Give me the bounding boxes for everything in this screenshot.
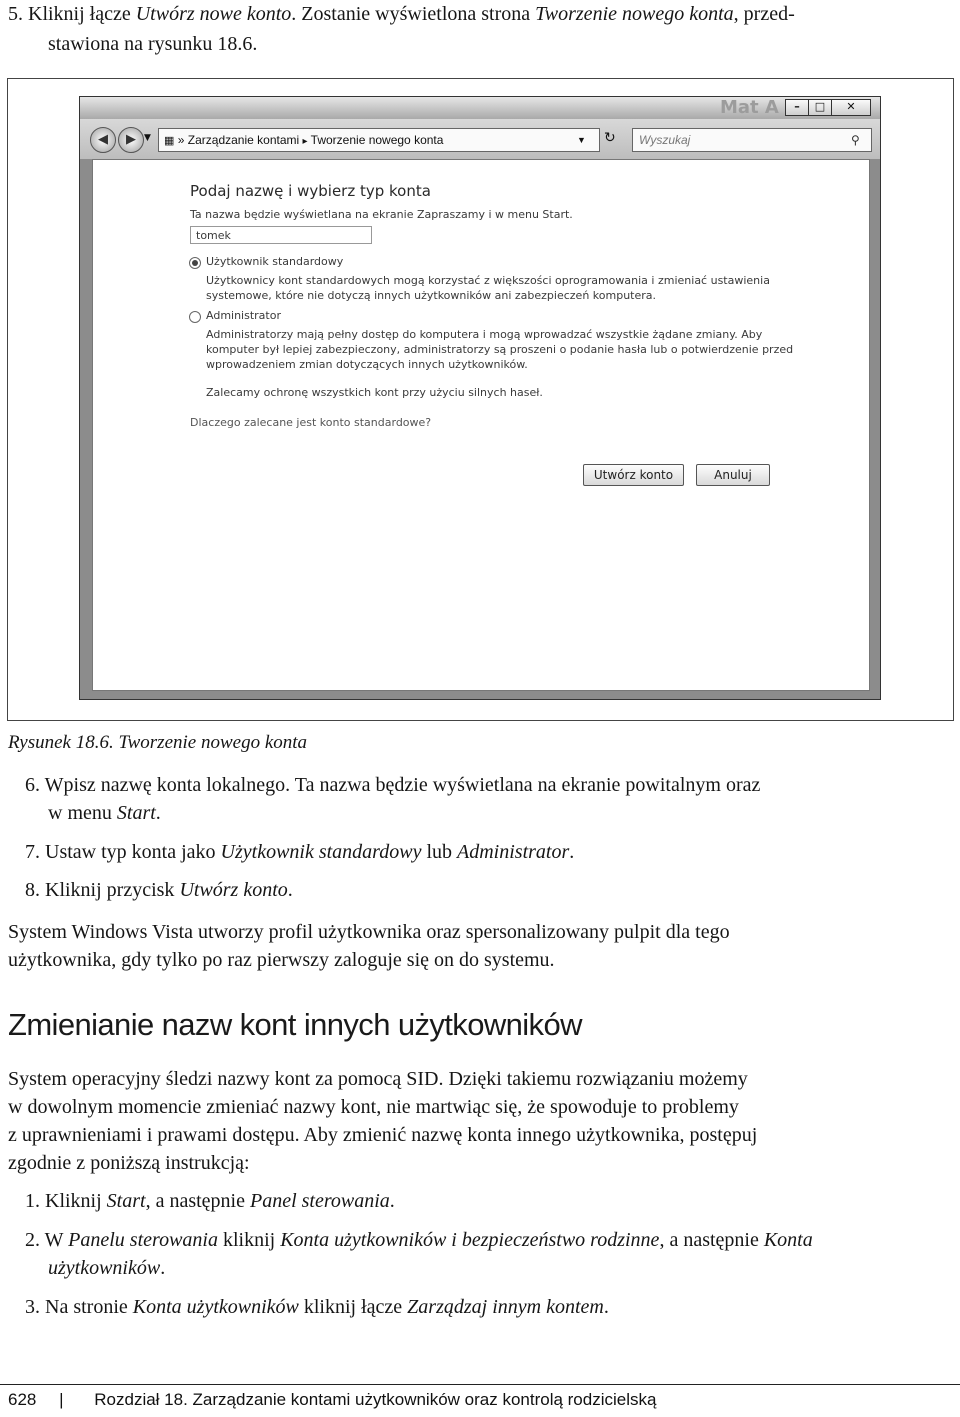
minimize-button[interactable]: –: [785, 99, 809, 116]
why-standard-link[interactable]: Dlaczego zalecane jest konto standardowe?: [190, 416, 432, 429]
step-2-line2: użytkowników.: [48, 1257, 166, 1279]
back-button[interactable]: ◀: [90, 127, 116, 153]
step-number: 5.: [8, 3, 23, 25]
step-6-line2: w menu Start.: [48, 802, 161, 824]
title-bar: [80, 97, 880, 119]
step-8: 8. Kliknij przycisk Utwórz konto.: [25, 879, 293, 901]
chapter-title: Rozdział 18. Zarządzanie kontami użytkowników oraz kontrolą rodzicielską: [94, 1390, 657, 1409]
password-recommendation: Zalecamy ochronę wszystkich kont przy użyciu silnych haseł.: [206, 386, 543, 399]
figure-caption: Rysunek 18.6. Tworzenie nowego konta: [8, 732, 308, 753]
step-1: 1. Kliknij Start, a następnie Panel sterowania.: [25, 1190, 395, 1212]
breadcrumb-item[interactable]: Tworzenie nowego konta: [310, 133, 444, 147]
search-input[interactable]: Wyszukaj ⚲: [632, 128, 872, 152]
forward-button[interactable]: ▶: [118, 127, 144, 153]
standard-user-label[interactable]: Użytkownik standardowy: [206, 255, 344, 268]
step-6: 6. Wpisz nazwę konta lokalnego. Ta nazwa będzie wyświetlana na ekranie powitalnym oraz: [25, 774, 761, 796]
maximize-button[interactable]: □: [808, 99, 832, 116]
paragraph-sid: System operacyjny śledzi nazwy kont za pomocą SID. Dzięki takiemu rozwiązaniu możemy w dowolnym momencie zmieniać nazwy kont, nie martwiąc się, że spowoduje to problemy z uprawnieniami i prawami dostępu. Aby zmienić nazwę konta innego użytkownika, postępuj zgodnie z poniższą instrukcją:: [8, 1068, 758, 1174]
close-button[interactable]: ✕: [831, 99, 871, 116]
step-7: 7. Ustaw typ konta jako Użytkownik standardowy lub Administrator.: [25, 841, 575, 863]
breadcrumb-separator-icon: »: [177, 133, 185, 147]
refresh-icon[interactable]: ↻: [604, 130, 616, 146]
administrator-label[interactable]: Administrator: [206, 309, 281, 322]
step-3: 3. Na stronie Konta użytkowników kliknij łącze Zarządzaj innym kontem.: [25, 1296, 609, 1318]
standard-user-radio[interactable]: [189, 257, 201, 269]
create-account-button[interactable]: Utwórz konto: [583, 464, 684, 486]
cancel-button[interactable]: Anuluj: [696, 464, 770, 486]
footer-rule: [0, 1384, 960, 1385]
step-2: 2. W Panelu sterowania kliknij Konta użytkowników i bezpieczeństwo rodzinne, a następnie Konta: [25, 1229, 813, 1251]
administrator-radio[interactable]: [189, 311, 201, 323]
search-icon[interactable]: ⚲: [851, 133, 860, 147]
step-5-line2: stawiona na rysunku 18.6.: [48, 33, 258, 55]
standard-user-desc: Użytkownicy kont standardowych mogą korzystać z większości oprogramowania i zmieniać ustawienia systemowe, które nie dotyczą innych użytkowników ani zabezpieczeń komputera.: [206, 274, 770, 302]
control-panel-icon: ▦: [164, 135, 175, 147]
address-bar[interactable]: [158, 128, 600, 152]
page-heading: Podaj nazwę i wybierz typ konta: [190, 182, 431, 200]
history-dropdown-icon[interactable]: ▼: [144, 133, 151, 143]
footer: [8, 1390, 656, 1410]
content-pane: [92, 159, 870, 691]
footer-separator: |: [59, 1390, 64, 1409]
step-5: 5. Kliknij łącze Utwórz nowe konto. Zostanie wyświetlona strona Tworzenie nowego konta, przed-: [8, 3, 795, 25]
administrator-desc: Administratorzy mają pełny dostęp do komputera i mogą wprowadzać wszystkie żądane zmiany. Aby komputer był lepiej zabezpieczony, administratorzy są proszeni o podanie hasła lub o potwierdzenie przed wprowadzeniem zmian dotyczących innych użytkowników.: [206, 328, 794, 371]
watermark-text: Mat A: [720, 97, 779, 118]
breadcrumb-item[interactable]: Zarządzanie kontami: [187, 133, 300, 147]
account-name-input[interactable]: tomek: [190, 226, 372, 244]
name-hint: Ta nazwa będzie wyświetlana na ekranie Zapraszamy i w menu Start.: [190, 208, 573, 221]
page-number: 628: [8, 1390, 37, 1409]
breadcrumb-arrow-icon: ▸: [302, 136, 308, 147]
navigation-bar: [80, 119, 880, 159]
section-heading: Zmienianie nazw kont innych użytkowników: [8, 1007, 582, 1042]
screenshot-window: [79, 96, 881, 700]
paragraph-vista-profile: System Windows Vista utworzy profil użytkownika oraz spersonalizowany pulpit dla tego użytkownika, gdy tylko po raz pierwszy zaloguje się on do systemu.: [8, 921, 730, 971]
address-dropdown-icon[interactable]: ▼: [577, 135, 586, 145]
